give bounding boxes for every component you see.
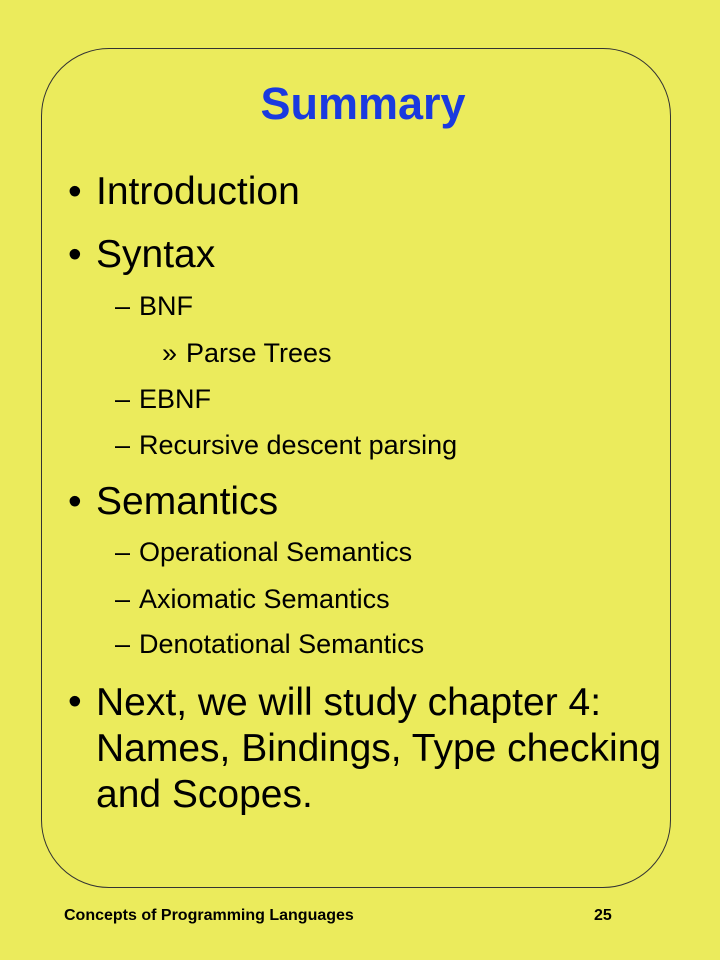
page-number: 25: [594, 907, 612, 924]
bullet-text: Denotational Semantics: [139, 629, 425, 659]
bullet-marker: –: [115, 430, 131, 460]
bullet-marker: •: [68, 170, 82, 213]
bullet-text: EBNF: [139, 384, 212, 414]
bullet-marker: –: [115, 629, 131, 659]
bullet-text: Semantics: [96, 480, 279, 523]
bullet-text: Recursive descent parsing: [139, 430, 458, 460]
footer-course-name: Concepts of Programming Languages: [64, 907, 354, 924]
bullet-text: Syntax: [96, 233, 216, 276]
bullet-marker: •: [68, 480, 82, 523]
bullet-text: Next, we will study chapter 4: Names, Bindings, Type checking and Scopes.: [96, 681, 662, 816]
bullet-text: BNF: [139, 291, 193, 321]
bullet-marker: •: [68, 680, 82, 723]
bullet-text: Axiomatic Semantics: [139, 584, 390, 614]
bullet-marker: »: [162, 338, 178, 368]
bullet-marker: •: [68, 233, 82, 276]
bullet-text: Operational Semantics: [139, 537, 413, 567]
bullet-marker: –: [115, 291, 131, 321]
bullet-marker: –: [115, 384, 131, 414]
bullet-marker: –: [115, 537, 131, 567]
bullet-marker: –: [115, 584, 131, 614]
slide-title: Summary: [260, 78, 466, 129]
bullet-text: Introduction: [96, 170, 300, 213]
bullet-text: Parse Trees: [186, 338, 332, 368]
